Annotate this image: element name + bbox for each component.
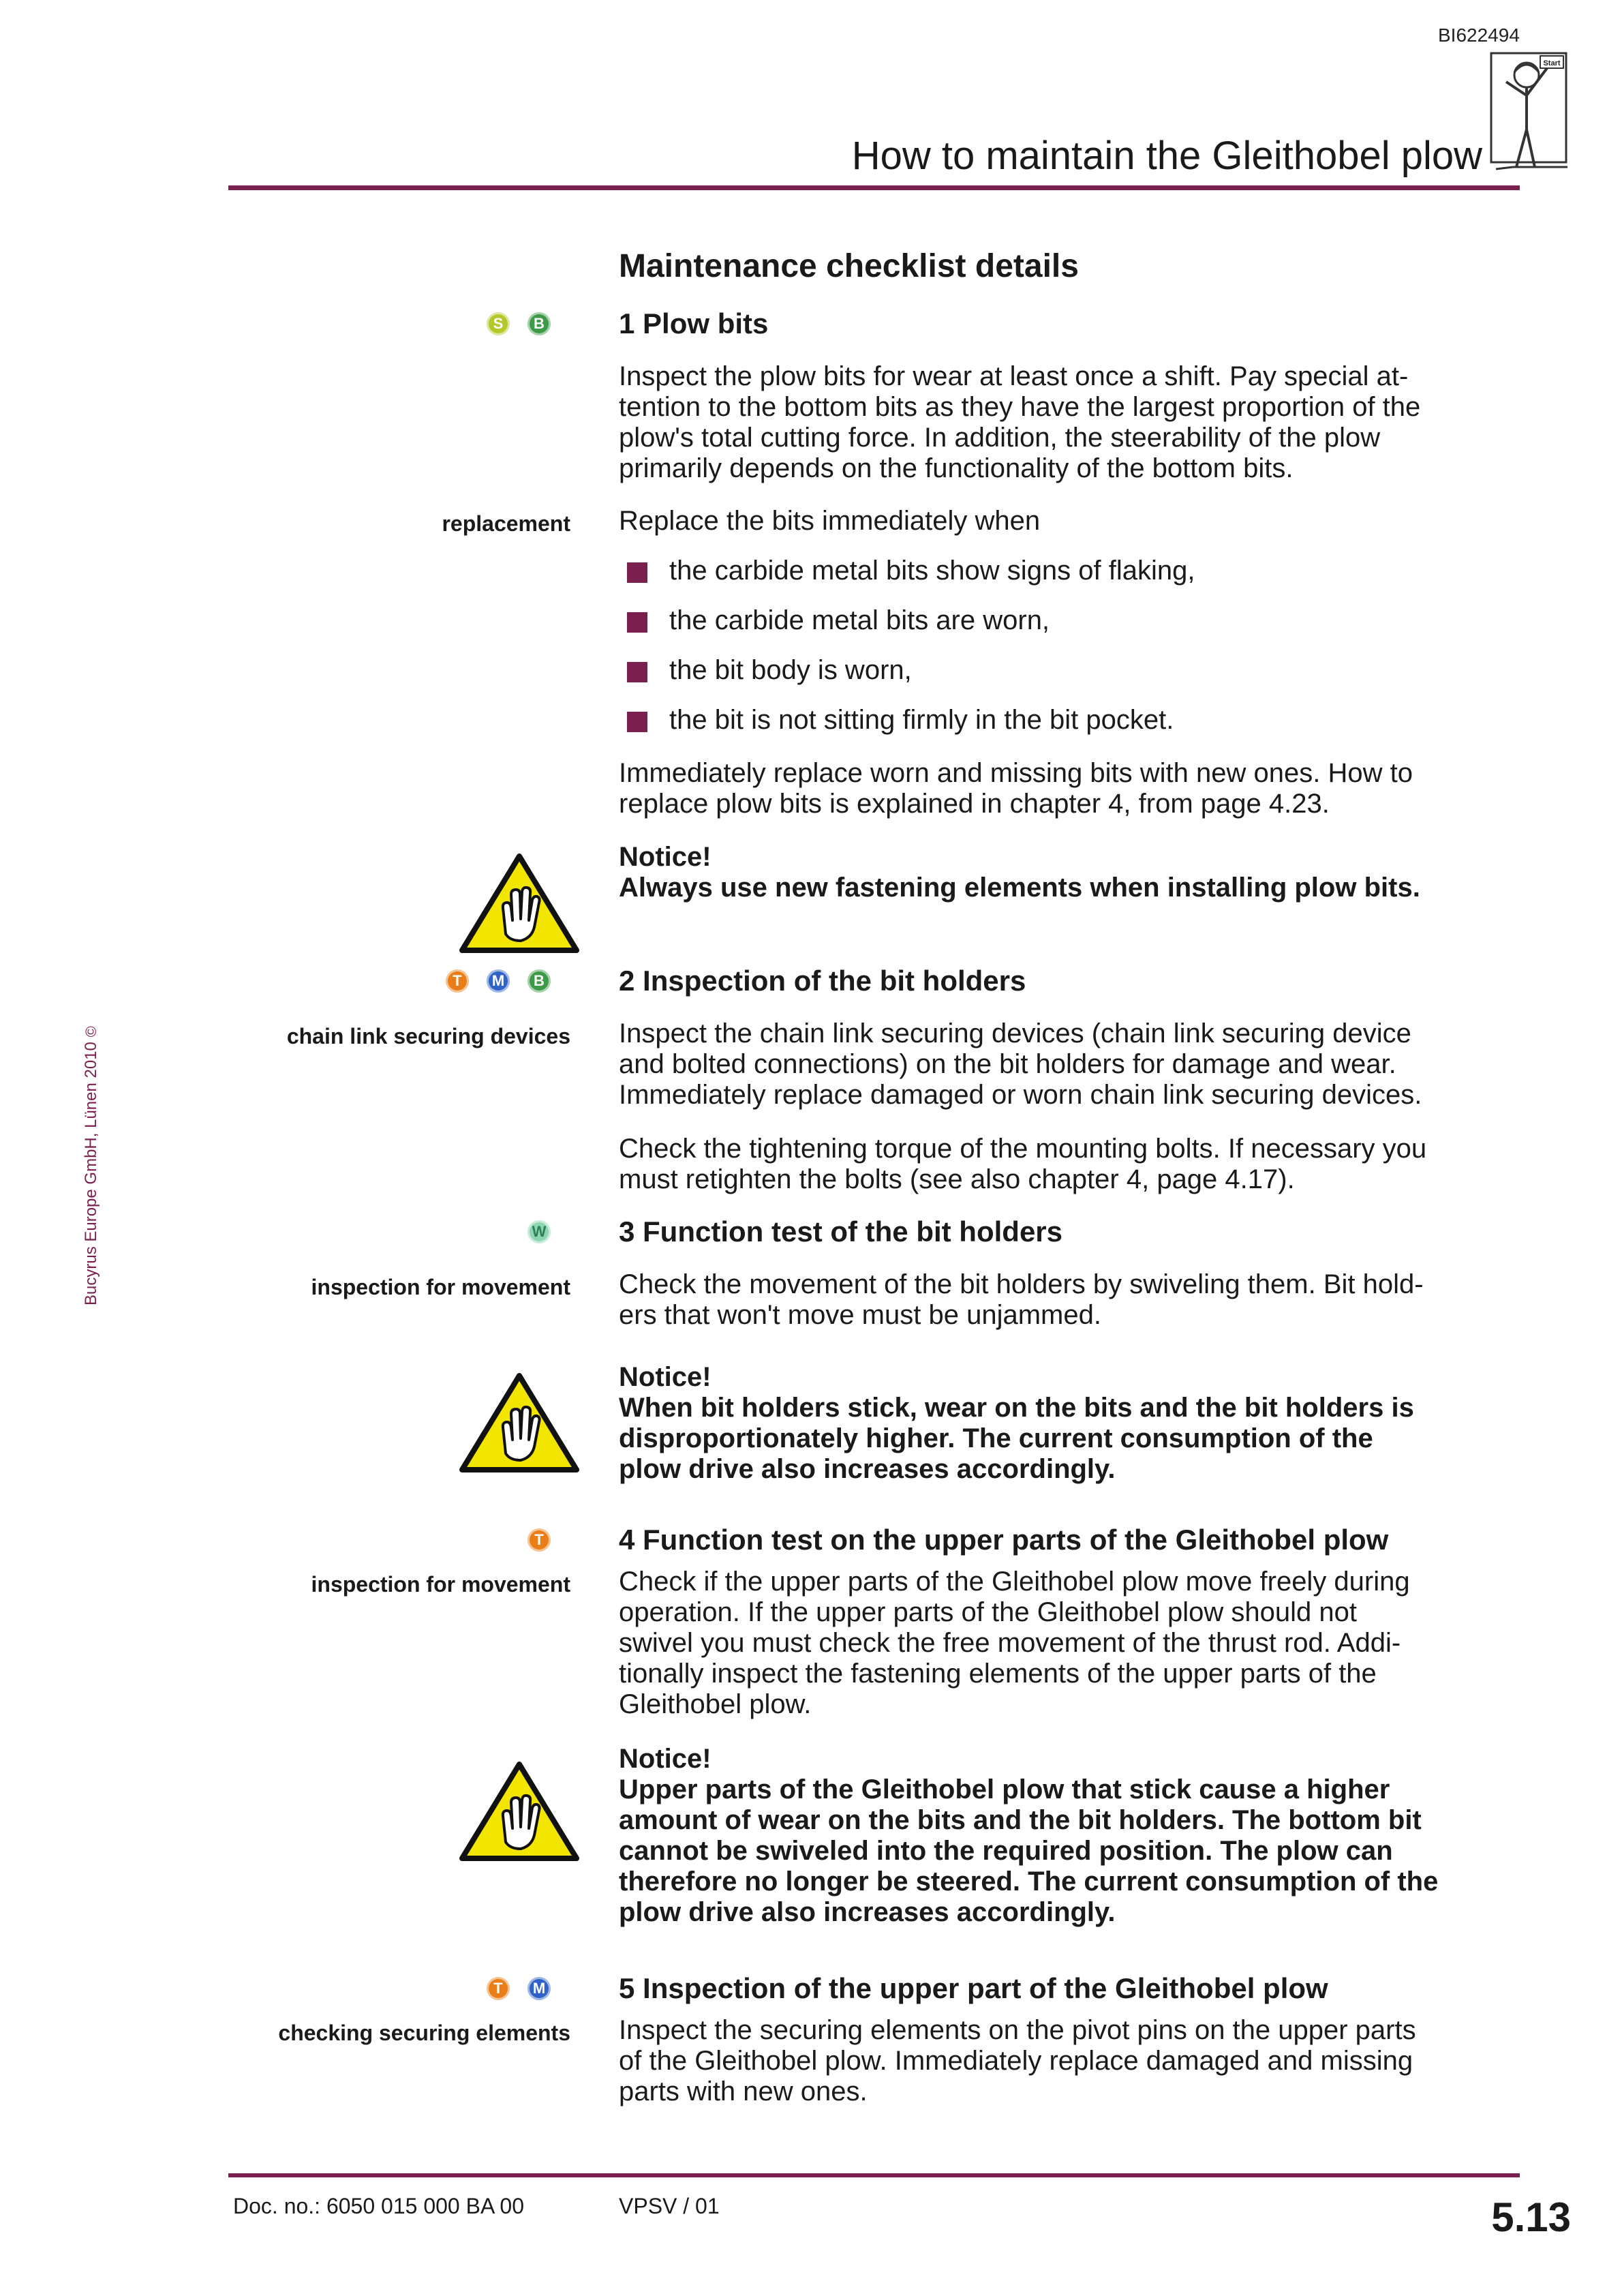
item-2-paragraph-2 [619, 1134, 1525, 1195]
m-icon: M [487, 969, 510, 993]
section-title: Maintenance checklist details [619, 248, 1079, 284]
t-icon: T [446, 969, 469, 993]
t-icon: T [527, 1528, 551, 1552]
text-line: primarily depends on the functionality of the bottom bits. [619, 453, 1294, 483]
notice-3 [619, 1744, 1525, 1928]
item-1-paragraph [619, 361, 1525, 484]
item-3-paragraph [619, 1269, 1525, 1331]
notice-2 [619, 1362, 1525, 1485]
text-line: tionally inspect the fastening elements of the upper parts of the [619, 1659, 1377, 1689]
text-line: Check the tightening torque of the mounting bolts. If necessary you [619, 1134, 1427, 1164]
worker-start-icon [1486, 48, 1574, 191]
footer-version: VPSV / 01 [619, 2194, 720, 2218]
shift-s-icon: S [487, 312, 510, 335]
header-rule [228, 185, 1520, 190]
notice-text: Upper parts of the Gleithobel plow that stick cause a higher [619, 1774, 1390, 1804]
copyright-symbol: © [82, 1026, 100, 1038]
bullet-text: the carbide metal bits show signs of flaking, [669, 556, 1195, 586]
text-line: Immediately replace worn and missing bits with new ones. How to [619, 758, 1413, 788]
margin-label-replacement: replacement [442, 511, 570, 536]
item-1-heading: 1 Plow bits [619, 307, 769, 339]
item-3-heading: 3 Function test of the bit holders [619, 1215, 1062, 1248]
page-number: 5.13 [1491, 2194, 1571, 2240]
text-line: Immediately replace damaged or worn chain link securing devices. [619, 1080, 1422, 1110]
text-line: plow's total cutting force. In addition, the steerability of the plow [619, 423, 1381, 453]
text-line: and bolted connections) on the bit holders for damage and wear. [619, 1049, 1396, 1079]
notice-text: Always use new fastening elements when installing plow bits. [619, 873, 1420, 903]
warning-hand-icon [458, 1372, 581, 1474]
text-line: must retighten the bolts (see also chapter 4, page 4.17). [619, 1164, 1295, 1194]
text-line: replace plow bits is explained in chapter 4, from page 4.23. [619, 789, 1330, 819]
text-line: swivel you must check the free movement of the thrust rod. Addi- [619, 1628, 1401, 1658]
bullet-text: the carbide metal bits are worn, [669, 605, 1050, 635]
copyright-text: Bucyrus Europe GmbH, Lünen 2010 [82, 1042, 100, 1305]
text-line: Gleithobel plow. [619, 1689, 812, 1719]
notice-text: disproportionately higher. The current consumption of the [619, 1423, 1373, 1453]
document-id: BI622494 [1438, 25, 1520, 46]
item-2-paragraph [619, 1018, 1525, 1111]
margin-label-securing: checking securing elements [278, 2021, 570, 2045]
text-line: Inspect the chain link securing devices (chain link securing device [619, 1018, 1411, 1048]
notice-title: Notice! [619, 842, 711, 872]
item-5-paragraph [619, 2015, 1525, 2107]
page-title: How to maintain the Gleithobel plow [851, 134, 1482, 178]
notice-text: cannot be swiveled into the required position. The plow can [619, 1836, 1393, 1866]
bullet-square-icon [627, 662, 647, 682]
footer-rule [228, 2173, 1520, 2177]
text-line: ers that won't move must be unjammed. [619, 1300, 1101, 1330]
text-line: Check if the upper parts of the Gleithobel plow move freely during [619, 1567, 1410, 1597]
text-line: tention to the bottom bits as they have the largest proportion of the [619, 392, 1421, 422]
text-line: of the Gleithobel plow. Immediately replace damaged and missing [619, 2046, 1413, 2076]
item-4-heading: 4 Function test on the upper parts of the Gleithobel plow [619, 1524, 1389, 1556]
item-1-lead: Replace the bits immediately when [619, 506, 1041, 536]
bullet-square-icon [627, 712, 647, 732]
warning-hand-icon [458, 852, 581, 954]
margin-label-movement: inspection for movement [311, 1572, 570, 1597]
item-1-paragraph-2 [619, 758, 1525, 819]
w-icon: W [527, 1220, 551, 1243]
notice-1 [619, 842, 1525, 903]
item-5-heading: 5 Inspection of the upper part of the Gleithobel plow [619, 1972, 1328, 2004]
notice-text: plow drive also increases accordingly. [619, 1897, 1116, 1927]
text-line: parts with new ones. [619, 2076, 868, 2106]
t-icon: T [487, 1977, 510, 2000]
text-line: operation. If the upper parts of the Gleithobel plow should not [619, 1597, 1357, 1627]
item-4-paragraph [619, 1567, 1525, 1720]
item-2-heading: 2 Inspection of the bit holders [619, 965, 1026, 997]
notice-text: amount of wear on the bits and the bit holders. The bottom bit [619, 1805, 1422, 1835]
margin-label-movement: inspection for movement [311, 1275, 570, 1299]
notice-title: Notice! [619, 1744, 711, 1774]
bullet-text: the bit is not sitting firmly in the bit pocket. [669, 705, 1174, 735]
footer-doc-number: Doc. no.: 6050 015 000 BA 00 [233, 2194, 524, 2218]
bottom-b-icon: B [527, 312, 551, 335]
text-line: Inspect the securing elements on the pivot pins on the upper parts [619, 2015, 1416, 2045]
margin-label-chain-link: chain link securing devices [286, 1024, 570, 1048]
notice-text: therefore no longer be steered. The current consumption of the [619, 1867, 1439, 1897]
text-line: Inspect the plow bits for wear at least once a shift. Pay special at- [619, 361, 1409, 391]
m-icon: M [527, 1977, 551, 2000]
copyright-note [82, 1026, 101, 1305]
bullet-square-icon [627, 562, 647, 583]
bottom-b-icon: B [527, 969, 551, 993]
bullet-text: the bit body is worn, [669, 655, 912, 685]
start-sign-label: Start [1543, 59, 1561, 67]
notice-text: When bit holders stick, wear on the bits and the bit holders is [619, 1393, 1414, 1423]
notice-text: plow drive also increases accordingly. [619, 1454, 1116, 1484]
text-line: Check the movement of the bit holders by swiveling them. Bit hold- [619, 1269, 1424, 1299]
warning-hand-icon [458, 1760, 581, 1862]
bullet-square-icon [627, 612, 647, 633]
notice-title: Notice! [619, 1362, 711, 1392]
